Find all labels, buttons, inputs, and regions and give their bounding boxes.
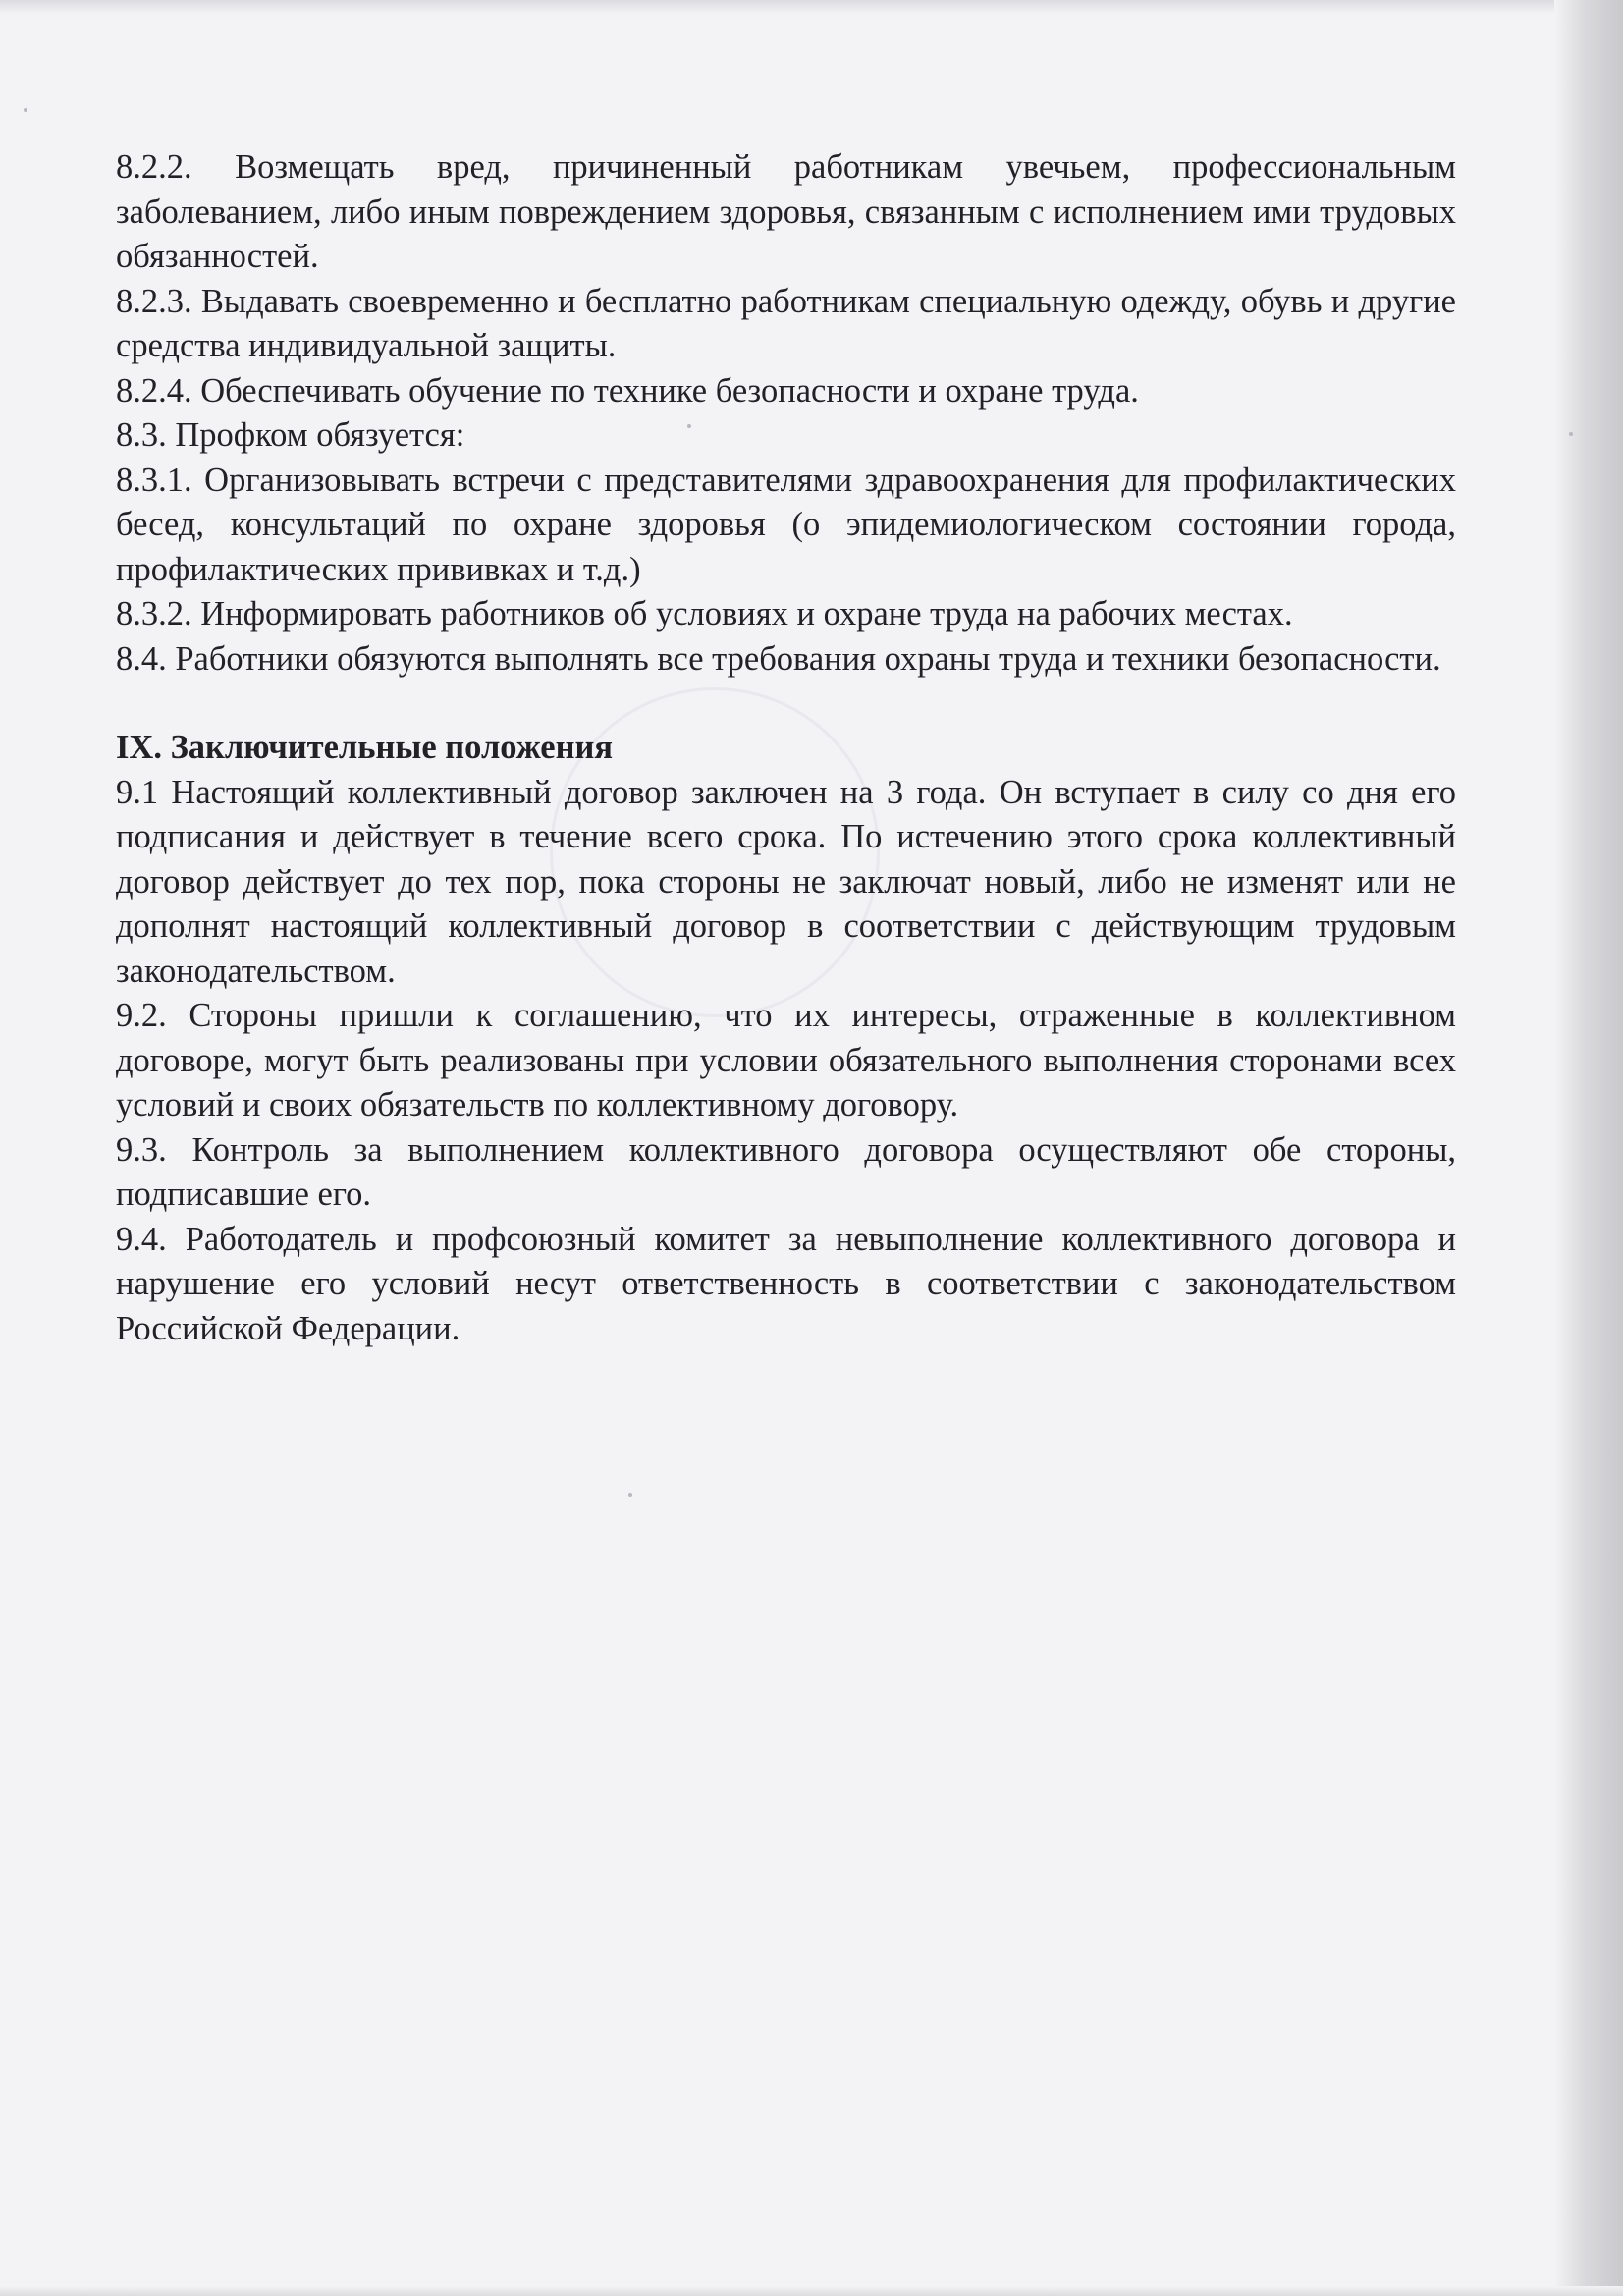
scan-speck bbox=[1569, 432, 1573, 436]
scan-edge-bottom bbox=[0, 2286, 1623, 2296]
paragraph-8-3-2: 8.3.2. Информировать работников об условиях и охране труда на рабочих местах. bbox=[116, 595, 1293, 632]
paragraph-8-2-2: 8.2.2. Возмещать вред, причиненный работникам увечьем, профессиональным заболеванием, либо иным повреждением здоровья, связанным с исполнением ими трудовых обязанностей. bbox=[116, 148, 1456, 275]
paragraph-8-3-1: 8.3.1. Организовывать встречи с представителями здравоохранения для профилактических бесед, консультаций по охране здоровья (о эпидемиологическом состоянии города, профилактических прививках и т.д.) bbox=[116, 461, 1456, 588]
scan-edge-top bbox=[0, 0, 1623, 14]
paragraph-8-2-3: 8.2.3. Выдавать своевременно и бесплатно работникам специальную одежду, обувь и другие средства индивидуальной защиты. bbox=[116, 282, 1456, 364]
section-9-heading: IX. Заключительные положения bbox=[116, 729, 613, 766]
paragraph-9-1: 9.1 Настоящий коллективный договор заключен на 3 года. Он вступает в силу со дня его подписания и действует в течение всего срока. По истечению этого срока коллективный договор действует до тех пор, пока стороны не заключат новый, либо не изменят или не дополнят настоящий коллективный договор в соответствии с действующим трудовым законодательством. bbox=[116, 773, 1456, 990]
document-body bbox=[116, 145, 1456, 1351]
paragraph-9-4: 9.4. Работодатель и профсоюзный комитет за невыполнение коллективного договора и нарушение его условий несут ответственность в соответствии с законодательством Российской Федерации. bbox=[116, 1220, 1456, 1347]
scan-speck bbox=[24, 108, 27, 112]
paragraph-8-3: 8.3. Профком обязуется: bbox=[116, 416, 465, 454]
paragraph-9-2: 9.2. Стороны пришли к соглашению, что их интересы, отраженные в коллективном договоре, могут быть реализованы при условии обязательного выполнения сторонами всех условий и своих обязательств по коллективному договору. bbox=[116, 997, 1456, 1123]
scan-speck bbox=[628, 1493, 632, 1497]
paragraph-8-2-4: 8.2.4. Обеспечивать обучение по технике безопасности и охране труда. bbox=[116, 371, 1139, 410]
paragraph-8-4: 8.4. Работники обязуются выполнять все требования охраны труда и техники безопасности. bbox=[116, 639, 1441, 678]
scan-edge-right bbox=[1554, 0, 1623, 2296]
paragraph-9-3: 9.3. Контроль за выполнением коллективного договора осуществляют обе стороны, подписавшие его. bbox=[116, 1130, 1456, 1213]
